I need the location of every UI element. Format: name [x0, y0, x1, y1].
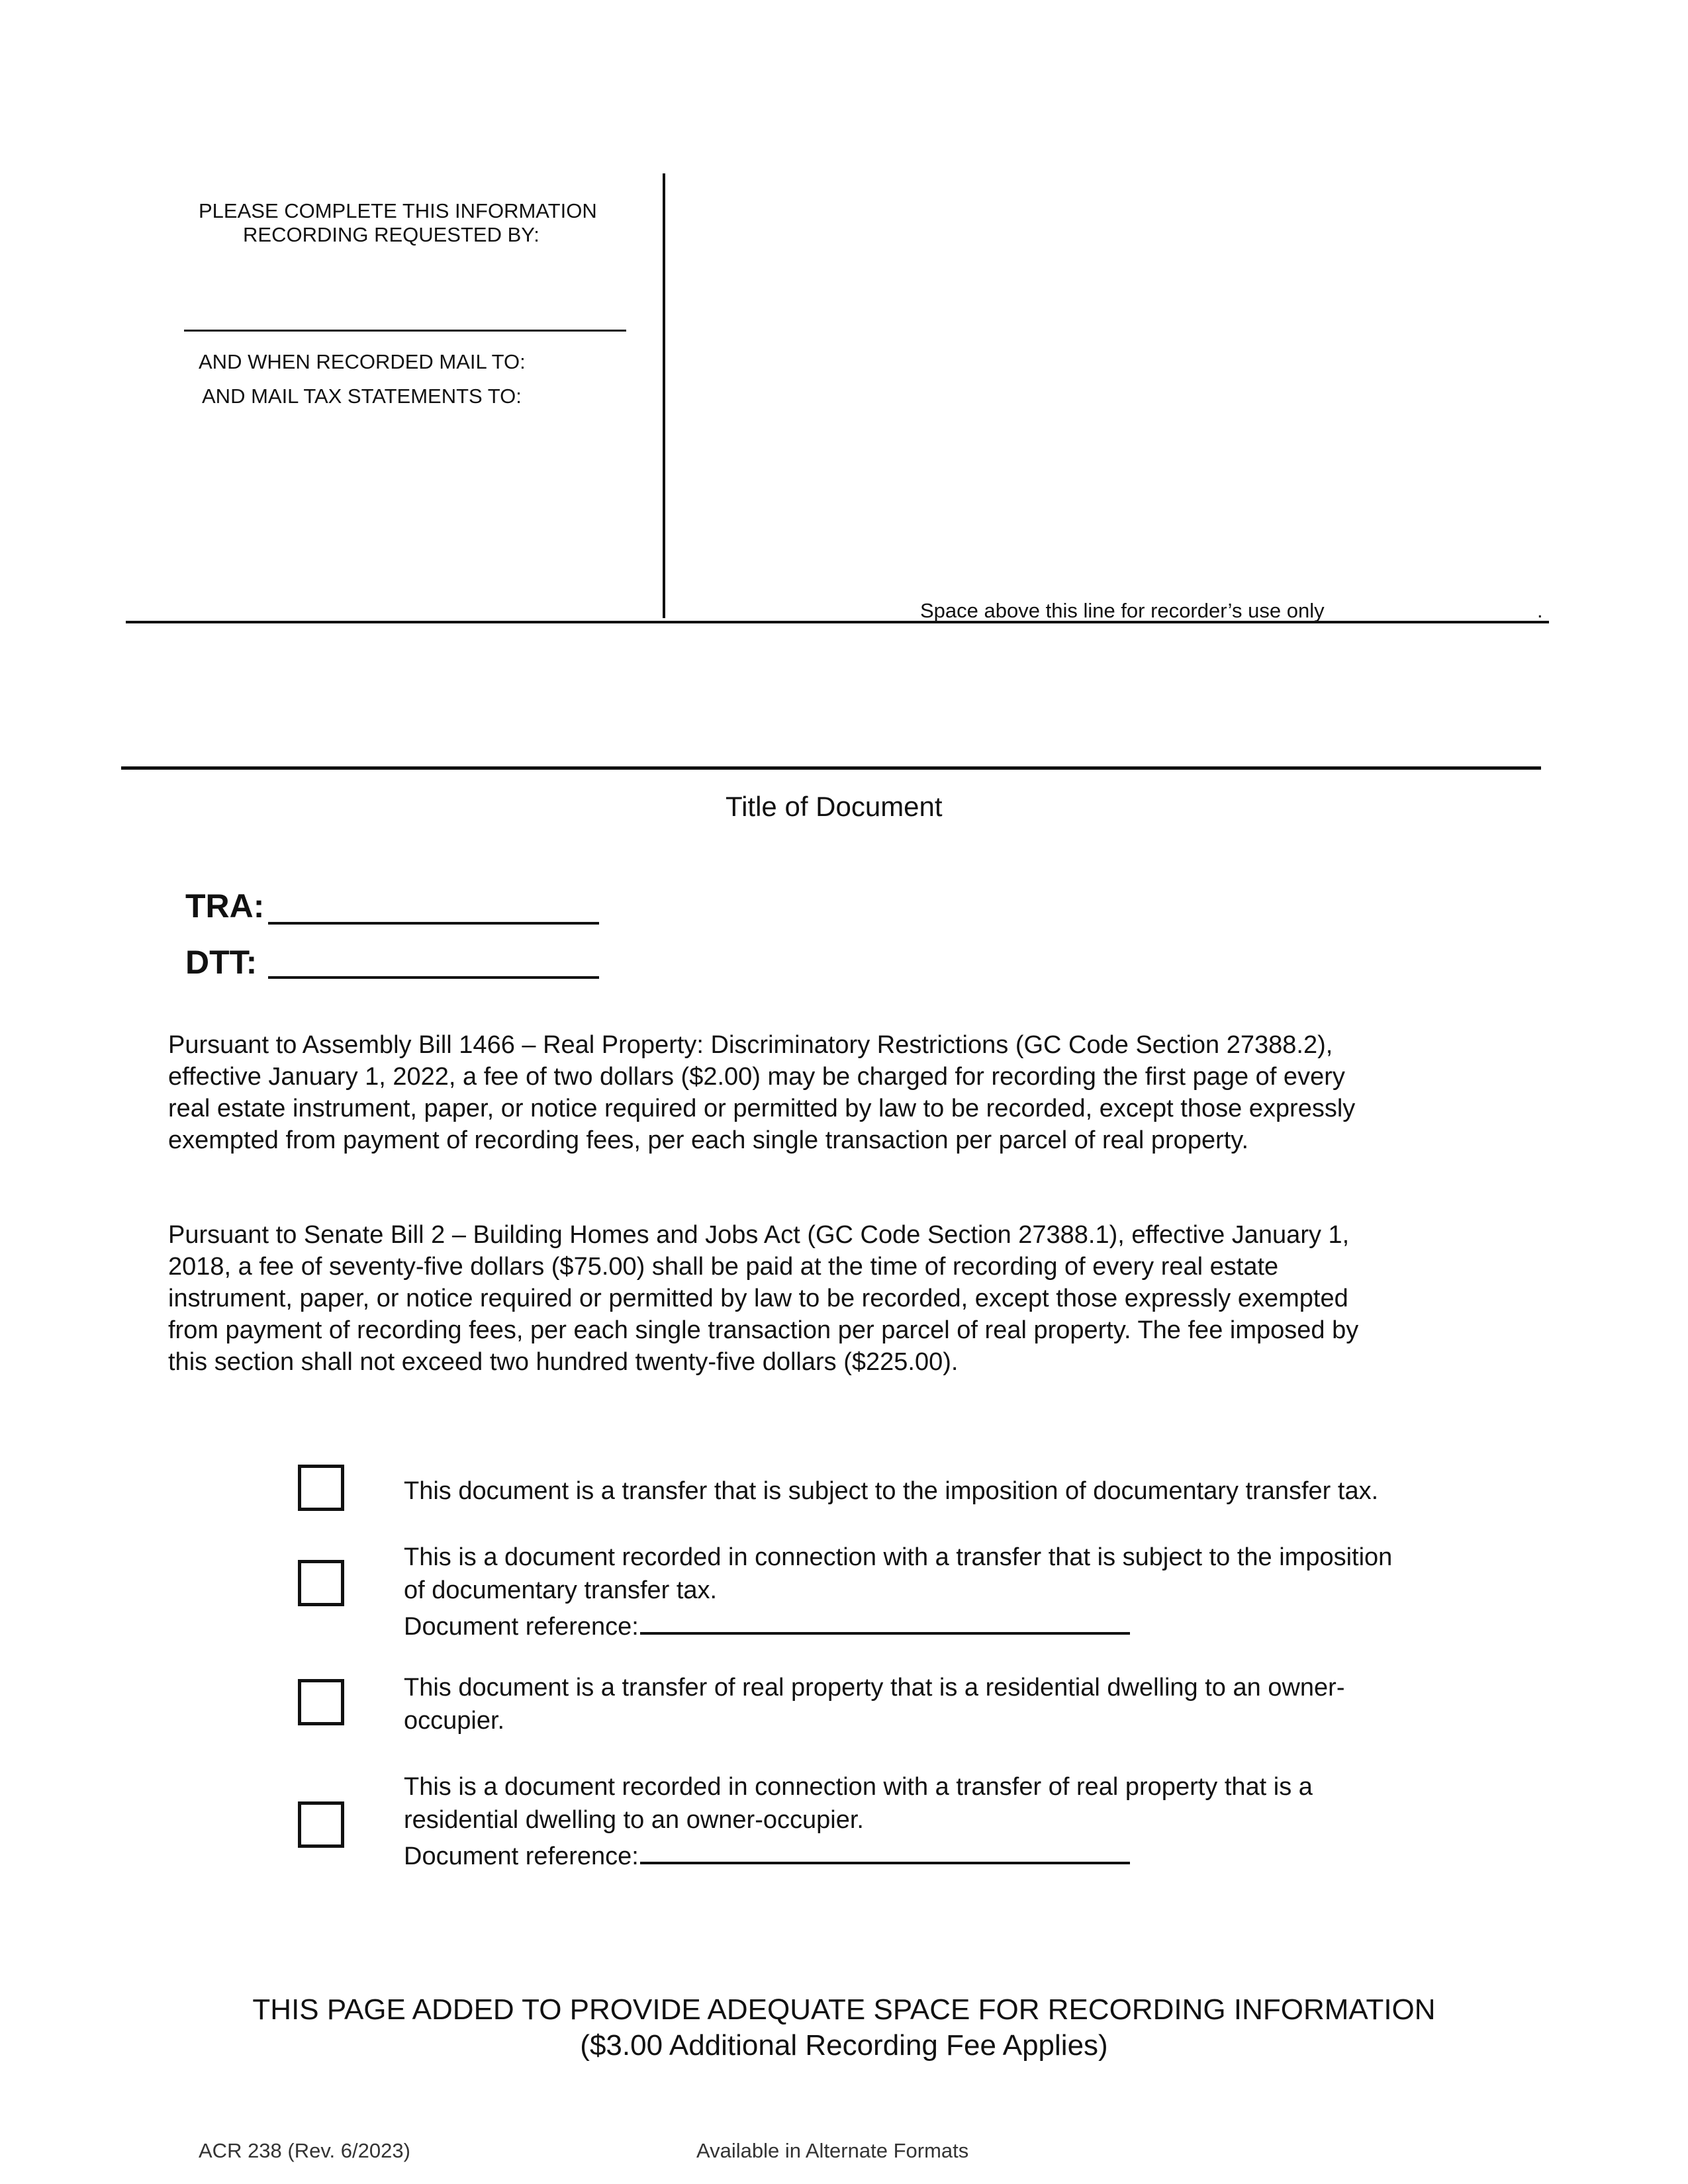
sb2-line: this section shall not exceed two hundred twenty-five dollars ($225.00). — [168, 1348, 959, 1376]
tra-label: TRA: — [185, 887, 265, 925]
alternate-formats-note: Available in Alternate Formats — [696, 2139, 969, 2162]
title-line — [121, 766, 1541, 770]
recorder-use-period: . — [1537, 599, 1543, 622]
document-reference-label: Document reference: — [404, 1613, 639, 1641]
complete-info-label: PLEASE COMPLETE THIS INFORMATION — [199, 199, 597, 222]
recording-requested-by-label: RECORDING REQUESTED BY: — [243, 223, 539, 246]
dtt-subject-checkbox[interactable] — [298, 1465, 344, 1511]
ab1466-line: effective January 1, 2022, a fee of two dollars ($2.00) may be charged for recording the first page of every — [168, 1063, 1345, 1091]
header-vertical-divider — [663, 173, 665, 618]
checkbox-1-text: This document is a transfer that is subject to the imposition of documentary transfer tax. — [404, 1477, 1379, 1505]
sb2-line: Pursuant to Senate Bill 2 – Building Homes and Jobs Act (GC Code Section 27388.1), effective January 1, — [168, 1221, 1350, 1249]
recorder-use-line — [126, 621, 1549, 623]
dtt-label: DTT: — [185, 944, 258, 981]
document-reference-label: Document reference: — [404, 1843, 639, 1870]
ab1466-line: Pursuant to Assembly Bill 1466 – Real Property: Discriminatory Restrictions (GC Code Section 27388.2), — [168, 1031, 1333, 1059]
form-id: ACR 238 (Rev. 6/2023) — [199, 2139, 410, 2162]
requested-by-underline — [184, 330, 626, 332]
document-reference-field[interactable] — [640, 1837, 1130, 1864]
document-reference-field[interactable] — [640, 1607, 1130, 1635]
ab1466-paragraph — [168, 1029, 1618, 1156]
when-recorded-mail-to-label: AND WHEN RECORDED MAIL TO: — [199, 350, 526, 373]
document-title: Title of Document — [726, 791, 943, 822]
checkbox-4-text: This is a document recorded in connection with a transfer of real property that is a residential dwelling to an owner-occupier. Document reference: — [404, 1770, 1313, 1873]
notice-line: THIS PAGE ADDED TO PROVIDE ADEQUATE SPACE FOR RECORDING INFORMATION — [252, 1993, 1436, 2026]
ab1466-line: real estate instrument, paper, or notice required or permitted by law to be recorded, except those expressly — [168, 1095, 1356, 1122]
owner-occupier-connection-checkbox[interactable] — [298, 1801, 344, 1848]
sb2-paragraph — [168, 1219, 1618, 1378]
sb2-line: 2018, a fee of seventy-five dollars ($75.00) shall be paid at the time of recording of every real estate — [168, 1253, 1279, 1281]
recorder-use-note: Space above this line for recorder’s use only — [920, 599, 1325, 622]
document-reference-row — [404, 1607, 1392, 1643]
dtt-connection-checkbox[interactable] — [298, 1560, 344, 1606]
owner-occupier-transfer-checkbox[interactable] — [298, 1679, 344, 1725]
fee-note: ($3.00 Additional Recording Fee Applies) — [580, 2029, 1108, 2062]
mail-tax-statements-to-label: AND MAIL TAX STATEMENTS TO: — [202, 385, 522, 408]
ab1466-line: exempted from payment of recording fees, per each single transaction per parcel of real property. — [168, 1126, 1249, 1154]
document-reference-row — [404, 1837, 1313, 1873]
sb2-line: instrument, paper, or notice required or permitted by law to be recorded, except those expressly exempted — [168, 1285, 1348, 1312]
additional-page-notice — [0, 1992, 1688, 2064]
checkbox-3-text: This document is a transfer of real property that is a residential dwelling to an owner- occupier. — [404, 1674, 1345, 1735]
sb2-line: from payment of recording fees, per each single transaction per parcel of real property. The fee imposed by — [168, 1316, 1359, 1344]
tra-field[interactable] — [268, 922, 599, 925]
dtt-field[interactable] — [268, 976, 599, 979]
checkbox-2-text: This is a document recorded in connection with a transfer that is subject to the imposition of documentary transfer tax. Document reference: — [404, 1541, 1392, 1643]
